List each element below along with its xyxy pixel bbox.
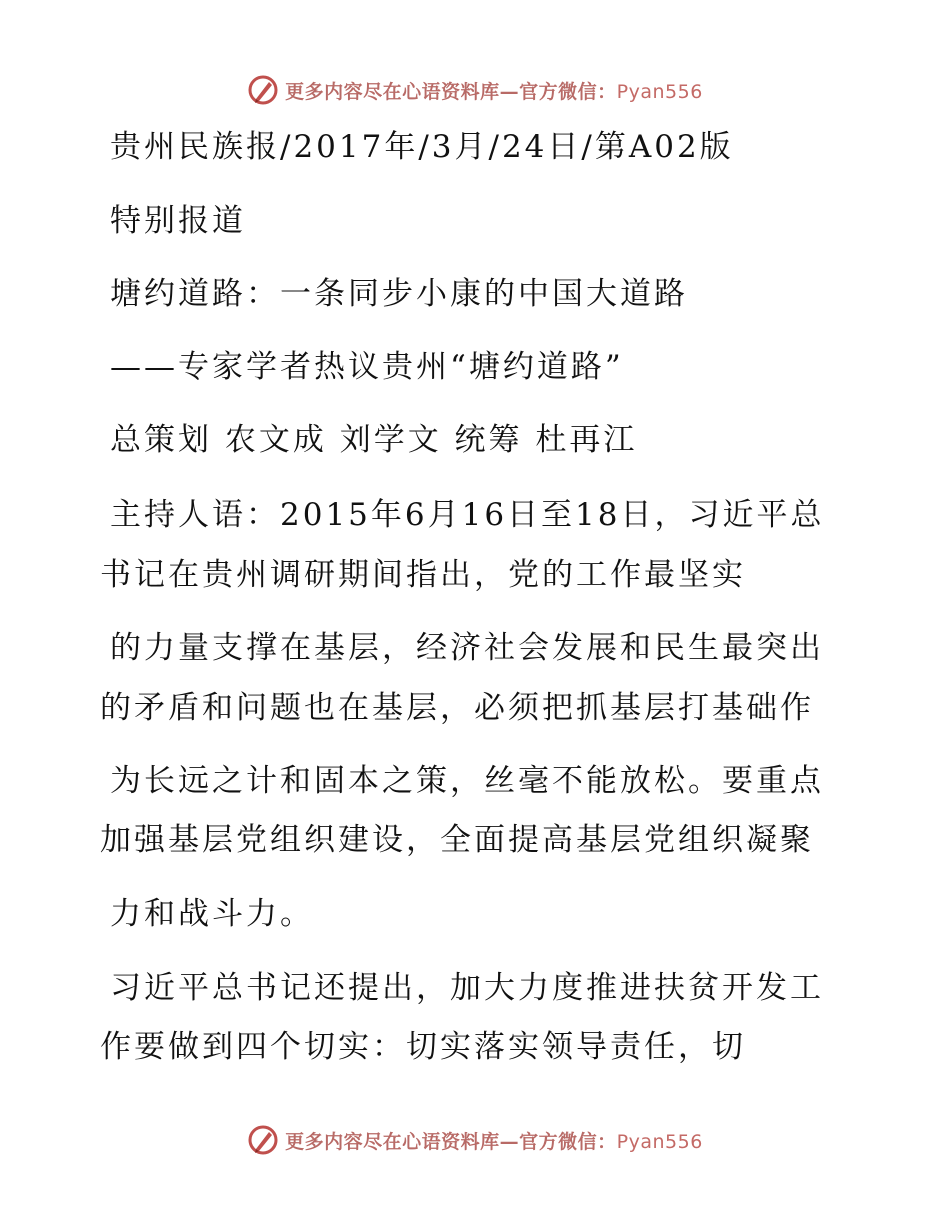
body-text-line: 书记在贵州调研期间指出，党的工作最坚实 xyxy=(100,557,746,593)
article-subtitle: ——专家学者热议贵州“塘约道路” xyxy=(110,349,624,385)
watermark-header xyxy=(0,70,950,110)
watermark-footer xyxy=(0,1120,950,1160)
credits-line: 总策划 农文成 刘学文 统筹 杜再江 xyxy=(110,422,638,458)
body-text-line: 加强基层党组织建设，全面提高基层党组织凝聚 xyxy=(100,822,814,858)
body-text-line: 为长远之计和固本之策，丝毫不能放松。要重点 xyxy=(110,763,824,799)
newspaper-source-line: 贵州民族报/2017年/3月/24日/第A02版 xyxy=(110,129,734,165)
watermark-text: 更多内容尽在心语资料库—官方微信：Pyan556 xyxy=(285,1130,703,1153)
body-text-line: 主持人语：2015年6月16日至18日，习近平总 xyxy=(110,497,825,533)
section-label: 特别报道 xyxy=(110,203,246,239)
article-title: 塘约道路：一条同步小康的中国大道路 xyxy=(110,276,688,312)
watermark-text: 更多内容尽在心语资料库—官方微信：Pyan556 xyxy=(285,80,703,103)
pen-logo-icon xyxy=(247,1124,279,1156)
body-text-line: 作要做到四个切实：切实落实领导责任，切 xyxy=(100,1029,746,1065)
pen-logo-icon xyxy=(247,74,279,106)
body-text-line: 的力量支撑在基层，经济社会发展和民生最突出 xyxy=(110,630,824,666)
body-text-line: 的矛盾和问题也在基层，必须把抓基层打基础作 xyxy=(100,690,814,726)
body-text-line: 力和战斗力。 xyxy=(110,896,314,932)
body-text-line: 习近平总书记还提出，加大力度推进扶贫开发工 xyxy=(110,970,824,1006)
